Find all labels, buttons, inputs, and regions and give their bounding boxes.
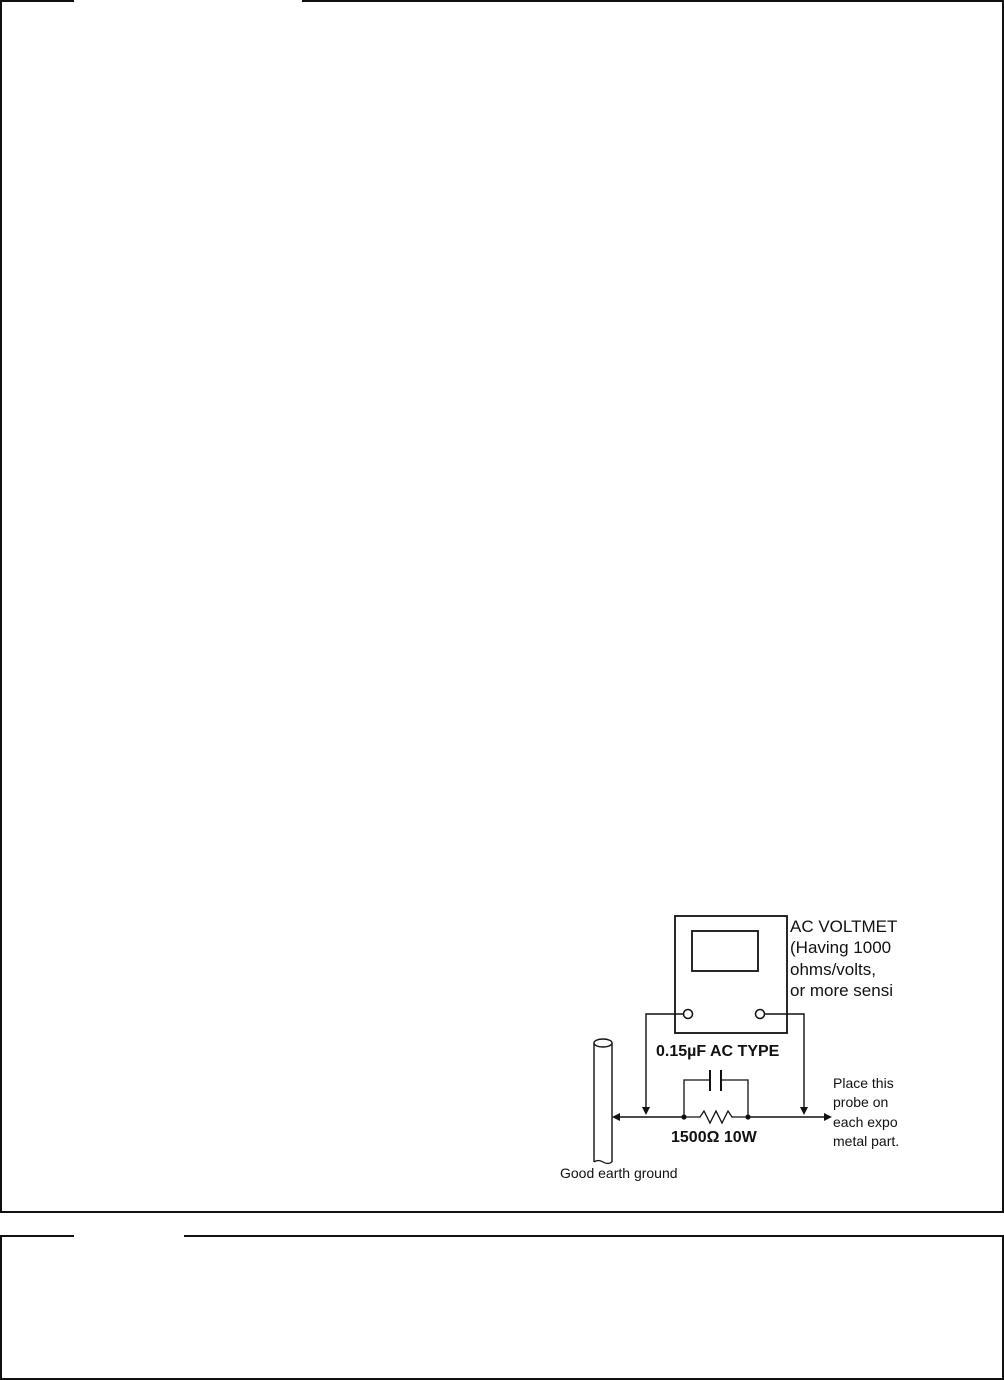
voltmeter-terminal-left — [684, 1010, 693, 1019]
voltmeter-terminal-right — [756, 1010, 765, 1019]
resistor-label: 1500Ω 10W — [671, 1129, 757, 1146]
main-line-right-arrow — [824, 1113, 832, 1121]
voltmeter-label-line-4: or more sensi — [790, 981, 893, 1000]
ground-label: Good earth ground — [560, 1165, 678, 1181]
capacitor-label: 0.15µF AC TYPE — [656, 1043, 780, 1060]
right-lead-arrow — [800, 1107, 808, 1115]
voltmeter-display — [692, 931, 758, 971]
right-lead-wire — [765, 1014, 804, 1111]
probe-label-line-4: metal part. — [833, 1133, 900, 1149]
bottom-section-frame — [0, 1235, 1004, 1380]
section-title-gap — [74, 0, 302, 4]
ground-pipe — [594, 1043, 612, 1162]
probe-label-line-3: each expo — [833, 1114, 898, 1130]
probe-label-line-2: probe on — [833, 1094, 889, 1110]
ground-pipe-top — [594, 1039, 612, 1047]
capacitor-branch-right — [722, 1080, 748, 1117]
main-line-left-arrow — [612, 1113, 620, 1121]
section-title-gap — [74, 1235, 184, 1239]
probe-label-line-1: Place this — [833, 1075, 894, 1091]
voltmeter-label-line-3: ohms/volts, — [790, 960, 876, 979]
voltmeter-label-line-2: (Having 1000 — [790, 938, 892, 957]
ground-pipe-bottom — [594, 1161, 612, 1164]
capacitor-branch-left — [684, 1080, 709, 1117]
left-lead-arrow — [642, 1107, 650, 1115]
leakage-current-test-diagram — [554, 907, 908, 1187]
left-lead-wire — [646, 1014, 683, 1111]
voltmeter-label-line-1: AC VOLTMET — [790, 917, 898, 936]
